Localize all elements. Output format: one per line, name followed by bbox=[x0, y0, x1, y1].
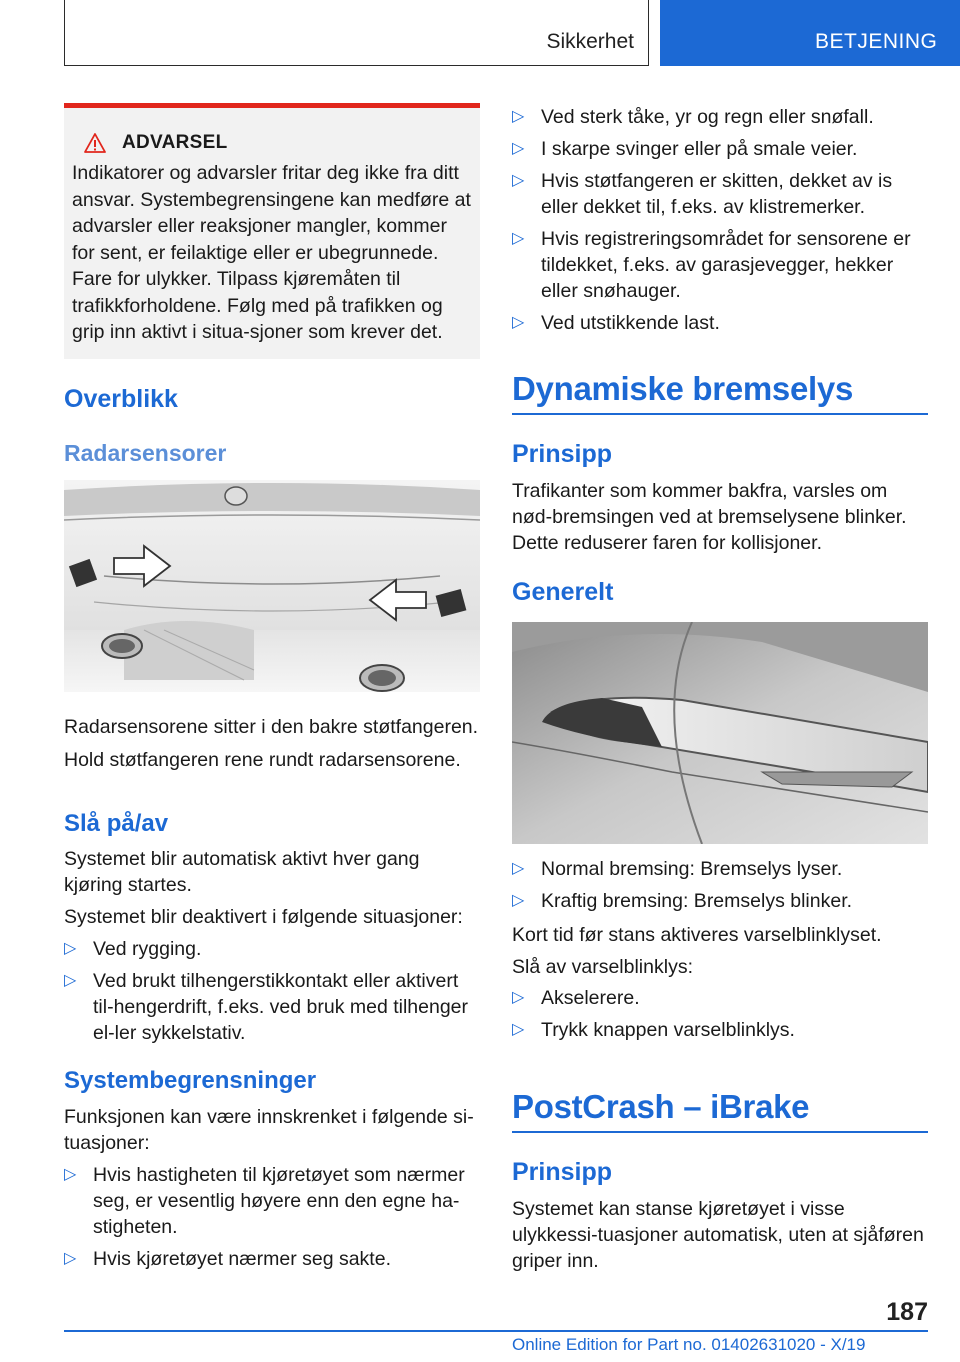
heading-prinsipp-2: Prinsipp bbox=[512, 1158, 613, 1186]
radar-paragraph-1: Radarsensorene sitter i den bakre støtfangeren. bbox=[64, 716, 479, 738]
warning-triangle-icon bbox=[84, 133, 106, 153]
list-item: ▷ Hvis registreringsområdet for sensorene er tildekket, f.eks. av garasjevegger, hekker eller snøhauger. bbox=[512, 228, 911, 302]
heading-radarsensorer: Radarsensorer bbox=[64, 440, 227, 466]
list-item: ▷ Hvis kjøretøyet nærmer seg sakte. bbox=[64, 1248, 391, 1270]
brake-light-illustration bbox=[512, 622, 928, 844]
triangle-bullet-icon: ▷ bbox=[512, 860, 525, 877]
list-item: ▷ Normal bremsing: Bremselys lyser. bbox=[512, 858, 843, 880]
triangle-bullet-icon: ▷ bbox=[512, 1021, 525, 1038]
sla-list bbox=[64, 936, 480, 1052]
heading-systembegrensninger: Systembegrensninger bbox=[64, 1067, 317, 1094]
list-item: ▷ Ved brukt tilhengerstikkontakt eller aktivert til-hengerdrift, f.eks. ved bruk med tilhenger el-ler sykkelstativ. bbox=[64, 970, 469, 1044]
header-chapter-tab bbox=[660, 0, 960, 66]
header-chapter-label: BETJENING bbox=[815, 30, 938, 53]
sys-paragraph-1: Funksjonen kan være innskrenket i følgende si-tuasjoner: bbox=[64, 1106, 474, 1154]
list-item: ▷ Ved rygging. bbox=[64, 938, 202, 960]
warning-box bbox=[64, 103, 480, 359]
rear-bumper-illustration bbox=[64, 480, 480, 692]
list-item: ▷ Trykk knappen varselblinklys. bbox=[512, 1019, 795, 1041]
list-item: ▷ Ved utstikkende last. bbox=[512, 312, 720, 334]
prinsipp-2-text: Systemet kan stanse kjøretøyet i visse ulykkessi-tuasjoner automatisk, uten at sjåføren griper inn. bbox=[512, 1198, 924, 1272]
list-item: ▷ Hvis hastigheten til kjøretøyet som nærmer seg, er vesentlig høyere enn den egne ha-stigheten. bbox=[64, 1164, 465, 1238]
triangle-bullet-icon: ▷ bbox=[512, 989, 525, 1006]
list-item: ▷ Kraftig bremsing: Bremselys blinker. bbox=[512, 890, 853, 912]
triangle-bullet-icon: ▷ bbox=[512, 314, 525, 331]
radar-paragraph-2: Hold støtfangeren rene rundt radarsensorene. bbox=[64, 749, 461, 771]
triangle-bullet-icon: ▷ bbox=[64, 972, 77, 989]
sla-av-text: Slå av varselblinklys: bbox=[512, 956, 693, 978]
heading-generelt: Generelt bbox=[512, 578, 614, 606]
triangle-bullet-icon: ▷ bbox=[512, 230, 525, 247]
heading-postcrash-ibrake: PostCrash – iBrake bbox=[512, 1088, 810, 1125]
header-section-tab bbox=[64, 0, 649, 66]
triangle-bullet-icon: ▷ bbox=[512, 172, 525, 189]
sys-list bbox=[64, 1162, 480, 1278]
brake-light-svg bbox=[512, 622, 928, 844]
kort-tid-text: Kort tid før stans aktiveres varselblinklyset. bbox=[512, 924, 882, 946]
heading-overblikk: Overblikk bbox=[64, 385, 178, 413]
triangle-bullet-icon: ▷ bbox=[64, 940, 77, 957]
limitations-list bbox=[512, 104, 928, 342]
sla-paragraph-1: Systemet blir automatisk aktivt hver gang kjøring startes. bbox=[64, 848, 420, 896]
triangle-bullet-icon: ▷ bbox=[512, 892, 525, 909]
warning-title: ADVARSEL bbox=[122, 132, 228, 153]
warning-text: Indikatorer og advarsler fritar deg ikke fra ditt ansvar. Systembegrensingene kan medføre at advarsler eller reaksjoner mangler, kommer for sent, er feilaktige eller er ubegrunnede. Fare for ulykker. Tilpass kjøremåten til trafikkforholdene. Følg med på trafikken og grip inn aktivt i situa-sjoner som krever det. bbox=[72, 162, 471, 343]
heading-rule bbox=[512, 413, 928, 415]
heading-sla-pa-av: Slå på/av bbox=[64, 810, 169, 837]
header-section-label: Sikkerhet bbox=[546, 30, 634, 53]
heading-dynamiske-bremselys: Dynamiske bremselys bbox=[512, 370, 854, 407]
triangle-bullet-icon: ▷ bbox=[512, 108, 525, 125]
list-item: ▷ Akselerere. bbox=[512, 987, 640, 1009]
triangle-bullet-icon: ▷ bbox=[64, 1166, 77, 1183]
sla-paragraph-2: Systemet blir deaktivert i følgende situasjoner: bbox=[64, 906, 463, 928]
car-rear-svg bbox=[64, 480, 480, 692]
triangle-bullet-icon: ▷ bbox=[64, 1250, 77, 1267]
list-item: ▷ I skarpe svinger eller på smale veier. bbox=[512, 138, 858, 160]
triangle-bullet-icon: ▷ bbox=[512, 140, 525, 157]
list-item: ▷ Hvis støtfangeren er skitten, dekket av is eller dekket til, f.eks. av klistremerker. bbox=[512, 170, 893, 218]
prinsipp-1-text: Trafikanter som kommer bakfra, varsles om nød-bremsingen ved at bremselysene blinker. Dette reduserer faren for kollisjoner. bbox=[512, 480, 907, 554]
warning-title-row bbox=[84, 132, 472, 154]
heading-rule bbox=[512, 1131, 928, 1133]
heading-prinsipp-1: Prinsipp bbox=[512, 440, 613, 468]
page-number: 187 bbox=[886, 1298, 928, 1326]
list-item: ▷ Ved sterk tåke, yr og regn eller snøfall. bbox=[512, 106, 874, 128]
brake-list bbox=[512, 856, 928, 920]
footer-rule bbox=[64, 1330, 928, 1332]
av-list bbox=[512, 985, 928, 1049]
footer-edition: Online Edition for Part no. 01402631020 - X/19 bbox=[512, 1335, 866, 1354]
